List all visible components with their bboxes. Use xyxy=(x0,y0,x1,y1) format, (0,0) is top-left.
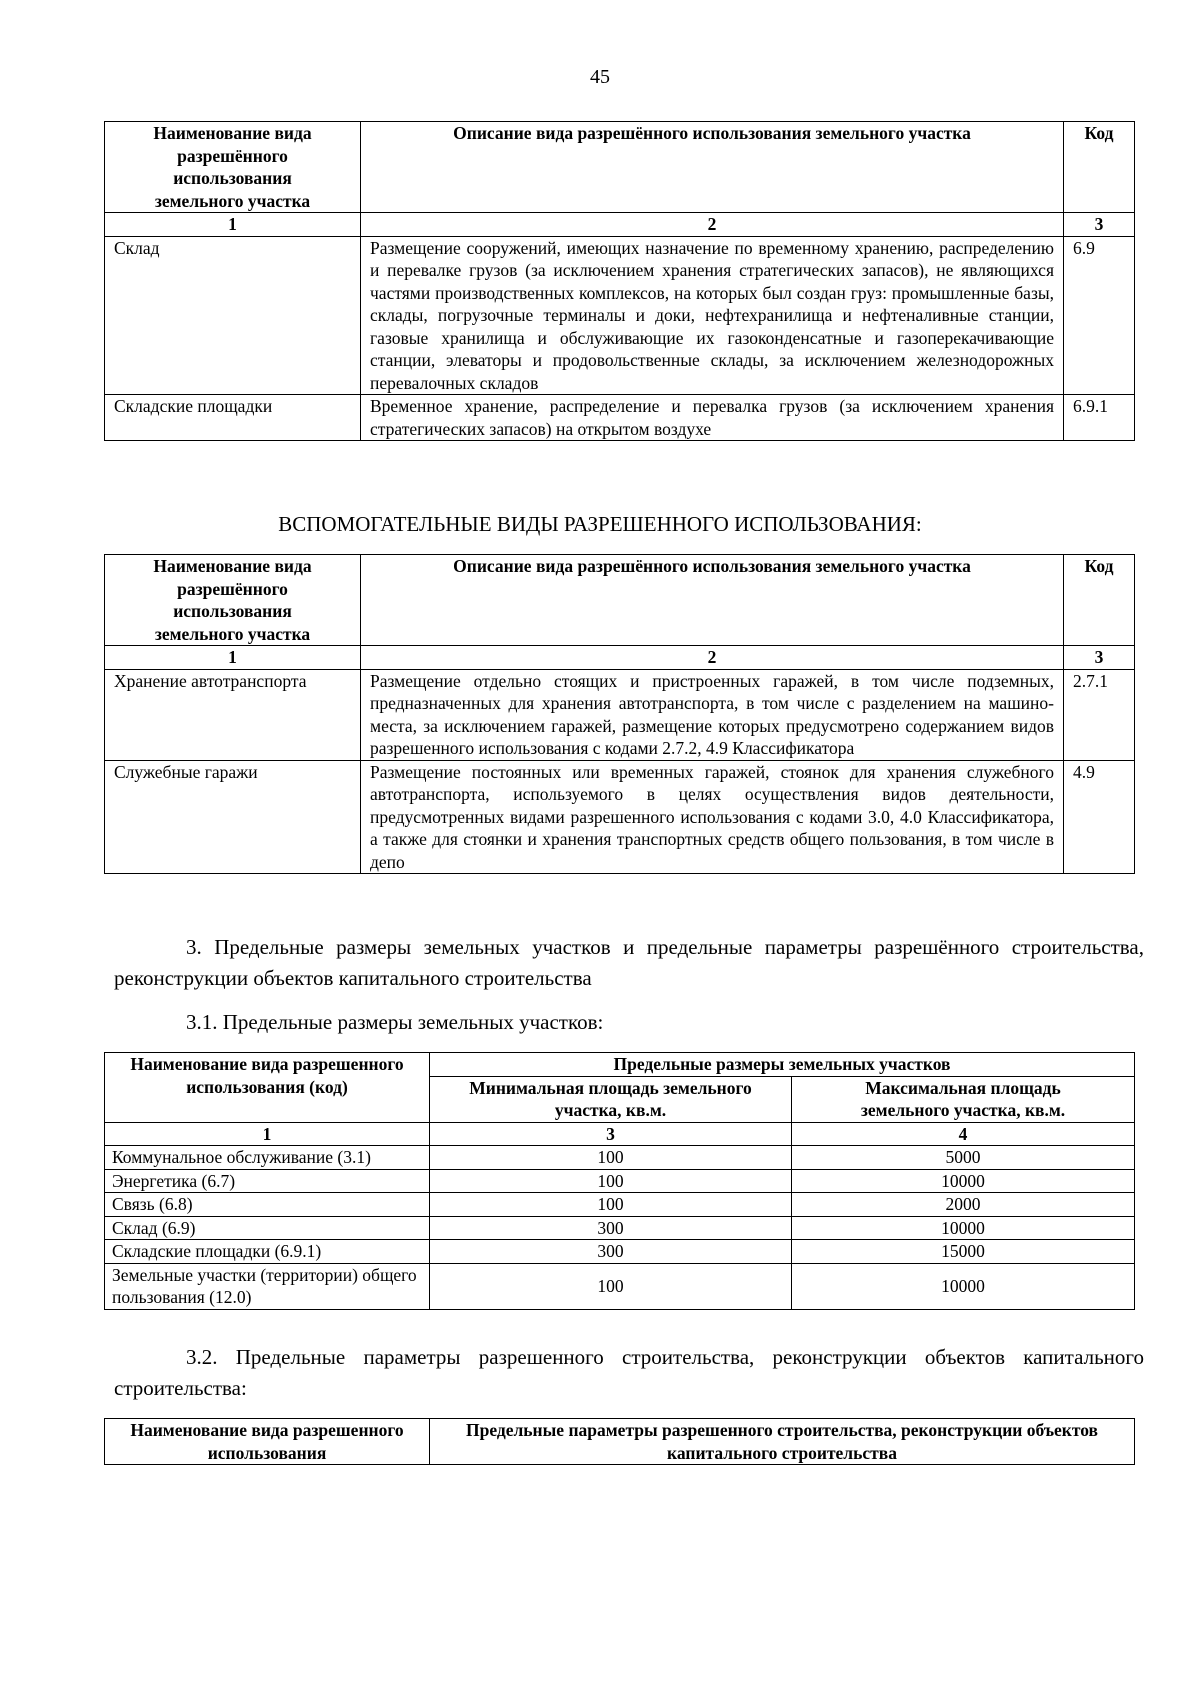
table-row xyxy=(105,236,1135,395)
use-description: Размещение постоянных или временных гаражей, стоянок для хранения служебного автотранспорта, используемого в целях осуществления видов деятельности, предусмотренных видами разрешенного использования с кодами 3.0, 4.0 Классификатора, а также для стоянки и хранения транспортных средств общего пользования, в том числе в депо xyxy=(361,760,1064,874)
min-area: 300 xyxy=(430,1216,792,1240)
min-area: 100 xyxy=(430,1193,792,1217)
column-number: 2 xyxy=(361,213,1064,237)
use-name: Связь (6.8) xyxy=(105,1193,430,1217)
table-row xyxy=(105,669,1135,760)
max-area: 10000 xyxy=(792,1216,1135,1240)
table-row xyxy=(105,760,1135,874)
header-name: Наименование вида разрешенного использования xyxy=(105,1419,430,1465)
use-code: 2.7.1 xyxy=(1064,669,1135,760)
construction-params-table xyxy=(104,1418,1135,1465)
column-number-row xyxy=(105,213,1135,237)
header-code: Код xyxy=(1064,122,1135,213)
header-code: Код xyxy=(1064,555,1135,646)
max-area: 10000 xyxy=(792,1263,1135,1309)
table-row xyxy=(105,1193,1135,1217)
auxiliary-uses-table xyxy=(104,554,1135,874)
use-name: Склад xyxy=(105,236,361,395)
min-area: 100 xyxy=(430,1263,792,1309)
column-number-row xyxy=(105,646,1135,670)
auxiliary-uses-heading: ВСПОМОГАТЕЛЬНЫЕ ВИДЫ РАЗРЕШЕННОГО ИСПОЛЬЗОВАНИЯ: xyxy=(278,512,922,536)
table-row xyxy=(105,1146,1135,1170)
header-name: Наименование вида разрешённого использования земельного участка xyxy=(105,555,361,646)
use-name: Склад (6.9) xyxy=(105,1216,430,1240)
column-number: 3 xyxy=(430,1122,792,1146)
use-name: Служебные гаражи xyxy=(105,760,361,874)
max-area: 15000 xyxy=(792,1240,1135,1264)
header-name: Наименование вида разрешенного использования (код) xyxy=(105,1053,430,1123)
table-row xyxy=(105,1216,1135,1240)
section-3-title: 3. Предельные размеры земельных участков и предельные параметры разрешённого строительства, реконструкции объектов капитального строительства xyxy=(114,935,1144,990)
column-number: 4 xyxy=(792,1122,1135,1146)
min-area: 100 xyxy=(430,1169,792,1193)
table-header-row xyxy=(105,122,1135,213)
header-name: Наименование вида разрешённого использования земельного участка xyxy=(105,122,361,213)
column-number-row xyxy=(105,1122,1135,1146)
table-header-row xyxy=(105,1419,1135,1465)
column-number: 1 xyxy=(105,1122,430,1146)
table-row xyxy=(105,1263,1135,1309)
column-number: 1 xyxy=(105,213,361,237)
section-3-1-title: 3.1. Предельные размеры земельных участков: xyxy=(186,1010,604,1034)
min-area: 100 xyxy=(430,1146,792,1170)
max-area: 2000 xyxy=(792,1193,1135,1217)
column-number: 3 xyxy=(1064,213,1135,237)
use-name: Складские площадки (6.9.1) xyxy=(105,1240,430,1264)
column-number: 2 xyxy=(361,646,1064,670)
column-number: 1 xyxy=(105,646,361,670)
min-area: 300 xyxy=(430,1240,792,1264)
header-max-area: Максимальная площадь земельного участка, кв.м. xyxy=(792,1076,1135,1122)
use-description: Размещение отдельно стоящих и пристроенных гаражей, в том числе подземных, предназначенных для хранения автотранспорта, в том числе с разделением на машино-места, за исключением гаражей, размещение которых предусмотрено содержанием видов разрешенного использования с кодами 2.7.2, 4.9 Классификатора xyxy=(361,669,1064,760)
table-header-row xyxy=(105,555,1135,646)
table-header-row xyxy=(105,1053,1135,1077)
permitted-uses-table xyxy=(104,121,1135,441)
header-description: Описание вида разрешённого использования земельного участка xyxy=(361,555,1064,646)
use-code: 4.9 xyxy=(1064,760,1135,874)
use-name: Земельные участки (территории) общего пользования (12.0) xyxy=(105,1263,430,1309)
use-code: 6.9 xyxy=(1064,236,1135,395)
header-group: Предельные размеры земельных участков xyxy=(430,1053,1135,1077)
section-3-2-title: 3.2. Предельные параметры разрешенного строительства, реконструкции объектов капитального строительства: xyxy=(114,1345,1144,1400)
table-row xyxy=(105,1240,1135,1264)
use-description: Временное хранение, распределение и перевалка грузов (за исключением хранения стратегических запасов) на открытом воздухе xyxy=(361,395,1064,441)
header-description: Описание вида разрешённого использования земельного участка xyxy=(361,122,1064,213)
max-area: 10000 xyxy=(792,1169,1135,1193)
max-area: 5000 xyxy=(792,1146,1135,1170)
column-number: 3 xyxy=(1064,646,1135,670)
page-number: 45 xyxy=(590,66,610,88)
plot-size-limits-table xyxy=(104,1052,1135,1310)
use-name: Коммунальное обслуживание (3.1) xyxy=(105,1146,430,1170)
header-params: Предельные параметры разрешенного строительства, реконструкции объектов капитального строительства xyxy=(430,1419,1135,1465)
use-name: Энергетика (6.7) xyxy=(105,1169,430,1193)
use-code: 6.9.1 xyxy=(1064,395,1135,441)
table-row xyxy=(105,1169,1135,1193)
use-description: Размещение сооружений, имеющих назначение по временному хранению, распределению и перевалке грузов (за исключением хранения стратегических запасов), не являющихся частями производственных комплексов, на которых был создан груз: промышленные базы, склады, погрузочные терминалы и доки, нефтехранилища и нефтеналивные станции, газовые хранилища и обслуживающие их газоконденсатные и газоперекачивающие станции, элеваторы и продовольственные склады, за исключением железнодорожных перевалочных складов xyxy=(361,236,1064,395)
use-name: Хранение автотранспорта xyxy=(105,669,361,760)
table-row xyxy=(105,395,1135,441)
header-min-area: Минимальная площадь земельного участка, кв.м. xyxy=(430,1076,792,1122)
use-name: Складские площадки xyxy=(105,395,361,441)
